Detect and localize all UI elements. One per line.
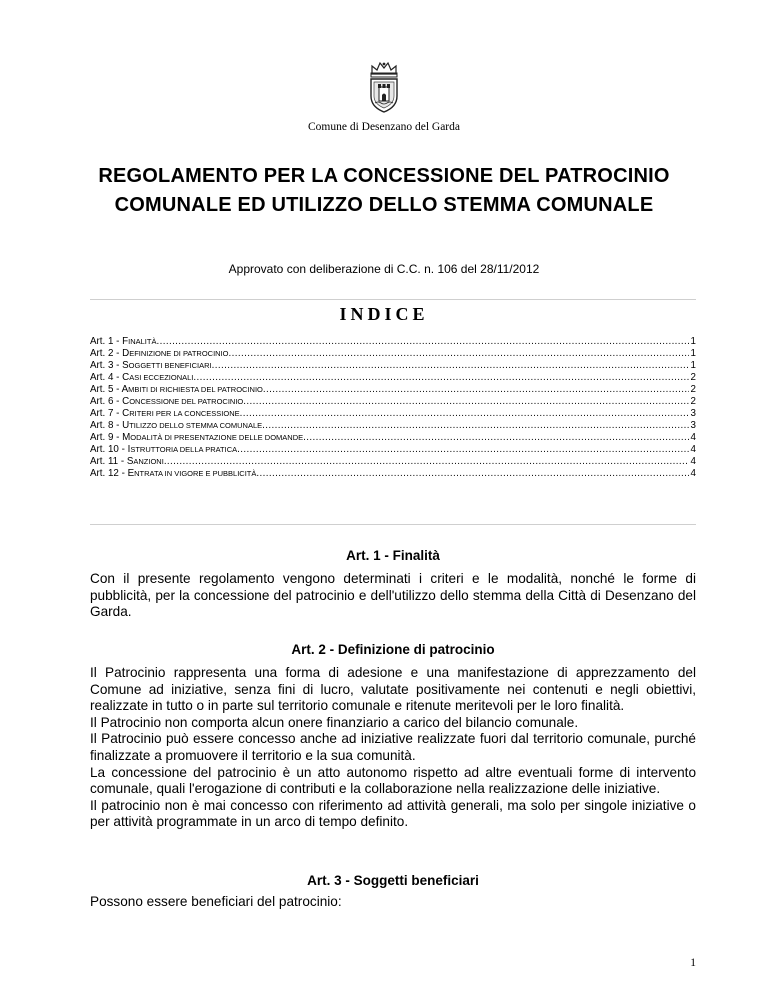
toc-entry-number: Art. 1 - [90,336,123,347]
toc-entry-initial: C [122,408,130,419]
toc-entry[interactable] [90,408,696,420]
toc-entry-initial: I [127,444,131,455]
article-body [90,571,696,621]
toc-entry-number: Art. 6 - [90,396,123,407]
toc-heading: INDICE [339,304,429,324]
toc-entry-page: 4 [690,456,696,467]
municipality-name: Comune di Desenzano del Garda [307,121,460,133]
toc-entry-title: STRUTTORIA DELLA PRATICA [130,445,238,454]
article-body [90,665,696,831]
paragraph: Il Patrocinio rappresenta una forma di adesione e una manifestazione di apprezzamento del Comune ad iniziative, senza fini di lucro, valutate positivamente nei contenuti e negli obiettivi, realizzate in tutto o in parte sul territorio comunale e ritenute meritevoli per le loro finalità. [90,665,696,714]
toc-entry-number: Art. 12 - [90,468,128,479]
toc-dot-leader [193,372,688,384]
toc-entry[interactable] [90,360,696,372]
toc-entry-page: 4 [690,444,696,455]
toc-entry-title: ASI ECCEZIONALI [129,373,194,382]
toc-entry-title: RITERI PER LA CONCESSIONE [129,409,240,418]
article-heading: Art. 2 - Definizione di patrocinio [291,642,495,657]
toc-entry[interactable] [90,336,696,348]
toc-entry-page: 2 [690,372,696,383]
toc-entry-title: EFINIZIONE DI PATROCINIO [129,349,229,358]
toc-dot-leader [229,348,689,360]
toc-entry-initial: C [122,396,130,407]
toc-entry-page: 1 [690,360,696,371]
municipal-coat-of-arms-icon [364,60,404,114]
toc-entry-number: Art. 4 - [90,372,123,383]
toc-entry[interactable] [90,456,696,468]
toc-entry-number: Art. 8 - [90,420,123,431]
toc-dot-leader [262,420,688,432]
toc-dot-leader [243,396,688,408]
toc-entry-title: ANZIONI [133,457,164,466]
toc-entry-initial: C [122,372,130,383]
toc-entry-number: Art. 9 - [90,432,123,443]
toc-dot-leader [164,456,689,468]
toc-dot-leader [237,444,688,456]
toc-entry-page: 3 [690,420,696,431]
toc-entry-initial: A [121,384,129,395]
toc-entry-initial: M [122,432,131,443]
toc-entry-page: 1 [690,348,696,359]
page-number: 1 [690,957,696,969]
toc-entry-page: 4 [690,468,696,479]
toc-entry[interactable] [90,444,696,456]
paragraph: Possono essere beneficiari del patrocinio: [90,894,342,909]
toc-entry[interactable] [90,432,696,444]
toc-entry[interactable] [90,348,696,360]
toc-entry-title: ONCESSIONE DEL PATROCINIO [129,397,244,406]
divider-top [90,299,696,300]
toc-entry-title: OGGETTI BENEFICIARI [128,361,212,370]
toc-dot-leader [256,468,688,480]
toc-entry-page: 1 [690,336,696,347]
toc-entry-initial: D [122,348,130,359]
toc-entry[interactable] [90,468,696,480]
toc-entry-number: Art. 5 - [90,384,122,395]
approval-note: Approvato con deliberazione di C.C. n. 106 del 28/11/2012 [228,262,540,276]
article-heading: Art. 1 - Finalità [346,548,440,563]
toc-entry[interactable] [90,384,696,396]
toc-dot-leader [303,432,688,444]
toc-entry-page: 3 [690,408,696,419]
table-of-contents [90,336,696,480]
toc-entry-title: INALITÀ [128,337,157,346]
toc-entry-number: Art. 7 - [90,408,123,419]
toc-entry-number: Art. 2 - [90,348,123,359]
paragraph: Il patrocinio non è mai concesso con riferimento ad attività generali, ma solo per singole iniziative o per attività programmate in un arco di tempo definito. [90,797,696,830]
toc-entry-number: Art. 3 - [90,360,123,371]
toc-entry-page: 2 [690,396,696,407]
toc-entry-number: Art. 10 - [90,444,128,455]
document-title: REGOLAMENTO PER LA CONCESSIONE DEL PATROCINIO COMUNALE ED UTILIZZO DELLO STEMMA COMUNALE [98,165,670,216]
toc-entry[interactable] [90,420,696,432]
toc-entry[interactable] [90,372,696,384]
article-heading: Art. 3 - Soggetti beneficiari [307,873,479,888]
toc-entry-initial: S [122,360,129,371]
toc-entry-title: ODALITÀ DI PRESENTAZIONE DELLE DOMANDE [130,433,304,442]
toc-entry-initial: E [127,468,135,479]
article-body [90,894,696,911]
toc-entry-initial: F [122,336,129,347]
paragraph: Il Patrocinio può essere concesso anche ad iniziative realizzate fuori dal territorio comunale, purché finalizzate a promuovere il territorio e la sua comunità. [90,731,696,763]
paragraph: La concessione del patrocinio è un atto autonomo rispetto ad altre eventuali forme di intervento comunale, quali l'erogazione di contributi e la collaborazione nella realizzazione delle iniziative. [90,764,696,797]
divider-bottom [90,524,696,525]
paragraph: Il Patrocinio non comporta alcun onere finanziario a carico del bilancio comunale. [90,714,579,730]
toc-entry-page: 2 [690,384,696,395]
toc-entry-page: 4 [690,432,696,443]
toc-dot-leader [263,384,689,396]
toc-dot-leader [212,360,689,372]
toc-dot-leader [156,336,688,348]
toc-entry-title: NTRATA IN VIGORE E PUBBLICITÀ [134,469,257,478]
toc-entry-initial: U [122,420,130,431]
toc-entry-title: TILIZZO DELLO STEMMA COMUNALE [129,421,263,430]
paragraph: Con il presente regolamento vengono determinati i criteri e le modalità, nonché le forme di pubblicità, per la concessione del patrocinio e dell'utilizzo dello stemma della Città di Desenzano del Garda. [90,571,696,620]
toc-dot-leader [240,408,689,420]
toc-entry[interactable] [90,396,696,408]
toc-entry-title: MBITI DI RICHIESTA DEL PATROCINIO [128,385,263,394]
toc-entry-number: Art. 11 - [90,456,127,467]
toc-entry-initial: S [126,456,134,467]
